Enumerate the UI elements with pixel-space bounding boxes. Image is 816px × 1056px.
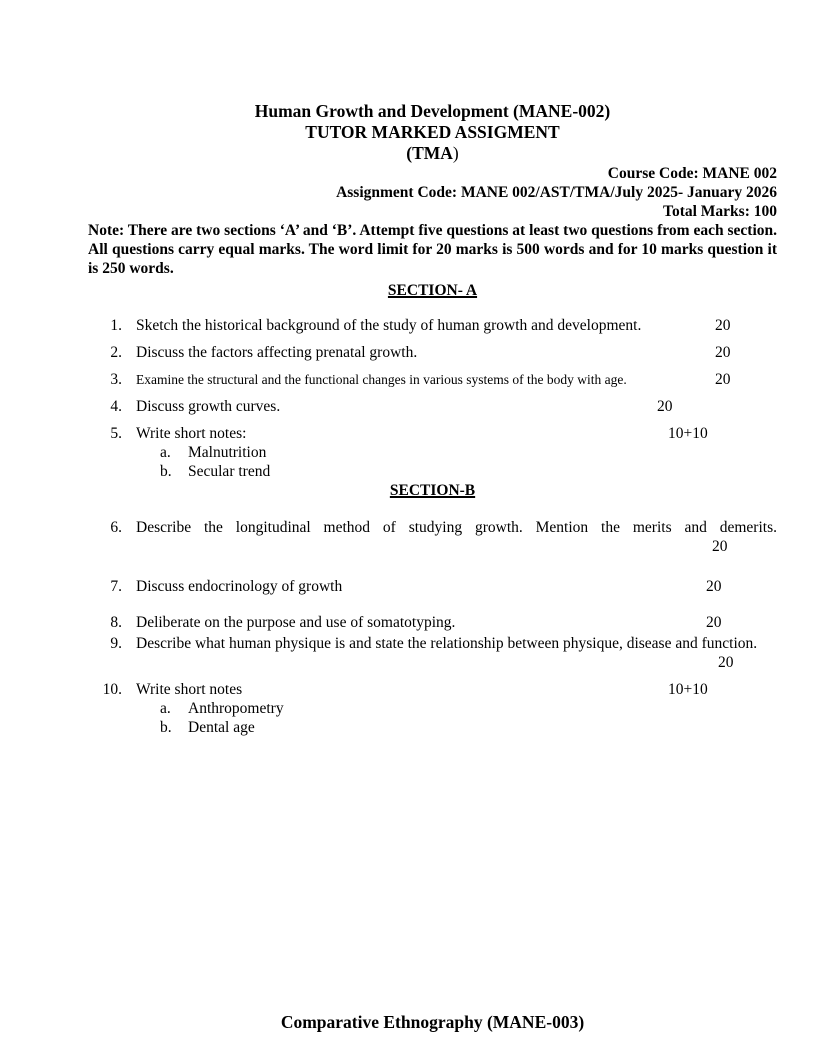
question-5-subitem-a-label: a. <box>160 444 171 461</box>
question-3-number: 3. <box>110 371 122 388</box>
question-3-text: Examine the structural and the functional changes in various systems of the body with age. <box>136 372 627 387</box>
question-5-text: Write short notes: <box>136 425 247 442</box>
section-b-heading <box>88 481 777 500</box>
question-10-subitem-a-label: a. <box>160 700 171 717</box>
question-8-number: 8. <box>110 614 122 631</box>
document-content <box>88 0 777 737</box>
question-7 <box>88 577 777 596</box>
question-2-marks: 20 <box>715 344 731 361</box>
question-4-number: 4. <box>110 398 122 415</box>
question-2-text: Discuss the factors affecting prenatal growth. <box>136 344 418 361</box>
assignment-title: TUTOR MARKED ASSIGMENT <box>305 122 560 142</box>
question-5 <box>88 424 777 443</box>
course-title: Human Growth and Development (MANE-002) <box>254 101 611 121</box>
question-10-marks: 10+10 <box>668 681 708 698</box>
question-5-subitem-b-label: b. <box>160 463 172 480</box>
question-5-subitem-b <box>88 462 777 481</box>
question-9-marks: 20 <box>718 654 734 671</box>
course-code: Course Code: MANE 002 <box>607 165 777 182</box>
tma-title <box>88 143 777 164</box>
question-6-number: 6. <box>110 519 122 536</box>
question-1 <box>88 316 777 335</box>
question-4 <box>88 397 777 416</box>
meta-block <box>88 164 777 221</box>
question-7-number: 7. <box>110 578 122 595</box>
question-1-number: 1. <box>110 317 122 334</box>
question-8 <box>88 613 777 632</box>
question-5-subitem-a-text: Malnutrition <box>188 444 267 461</box>
question-5-number: 5. <box>110 425 122 442</box>
question-5-subitem-b-text: Secular trend <box>188 463 271 480</box>
question-8-marks: 20 <box>706 614 722 631</box>
tma-title-close-paren: ) <box>452 143 459 163</box>
next-course-title: Comparative Ethnography (MANE-003) <box>280 1012 585 1032</box>
title-block <box>88 0 777 164</box>
question-6-marks: 20 <box>712 538 728 555</box>
instructions-note: Note: There are two sections ‘A’ and ‘B’. Attempt five questions at least two questions from each section. All questions carry equal marks. The word limit for 20 marks is 500 words and for 10 marks question it is 250 words. <box>88 222 777 277</box>
total-marks: Total Marks: 100 <box>663 203 777 220</box>
question-9 <box>88 634 777 672</box>
question-10-number: 10. <box>102 681 122 698</box>
question-10-subitem-a-text: Anthropometry <box>188 700 284 717</box>
question-3-marks: 20 <box>715 371 731 388</box>
question-4-marks: 20 <box>657 398 673 415</box>
assignment-code: Assignment Code: MANE 002/AST/TMA/July 2025- January 2026 <box>336 184 777 201</box>
question-9-text: Describe what human physique is and state the relationship between physique, disease and function. <box>136 635 758 652</box>
question-7-marks: 20 <box>706 578 722 595</box>
question-10-subitem-b <box>88 718 777 737</box>
question-2-number: 2. <box>110 344 122 361</box>
question-7-text: Discuss endocrinology of growth <box>136 578 343 595</box>
question-1-marks: 20 <box>715 317 731 334</box>
question-2 <box>88 343 777 362</box>
question-10-text: Write short notes <box>136 681 243 698</box>
question-10-subitem-a <box>88 699 777 718</box>
section-a-heading-text: SECTION- A <box>387 282 478 299</box>
tma-title-bold: (TMA <box>406 143 453 163</box>
question-6-text: Describe the longitudinal method of studying growth. Mention the merits and demerits. <box>136 519 777 536</box>
question-10-subitem-b-text: Dental age <box>188 719 255 736</box>
question-10 <box>88 680 777 699</box>
question-4-text: Discuss growth curves. <box>136 398 281 415</box>
question-10-subitem-b-label: b. <box>160 719 172 736</box>
question-8-text: Deliberate on the purpose and use of somatotyping. <box>136 614 456 631</box>
question-1-text: Sketch the historical background of the study of human growth and development. <box>136 317 642 334</box>
question-3 <box>88 370 777 389</box>
section-b-heading-text: SECTION-B <box>389 482 476 499</box>
question-9-number: 9. <box>110 635 122 652</box>
question-5-subitem-a <box>88 443 777 462</box>
section-a-heading <box>88 281 777 300</box>
question-5-marks: 10+10 <box>668 425 708 442</box>
question-6 <box>88 518 777 556</box>
